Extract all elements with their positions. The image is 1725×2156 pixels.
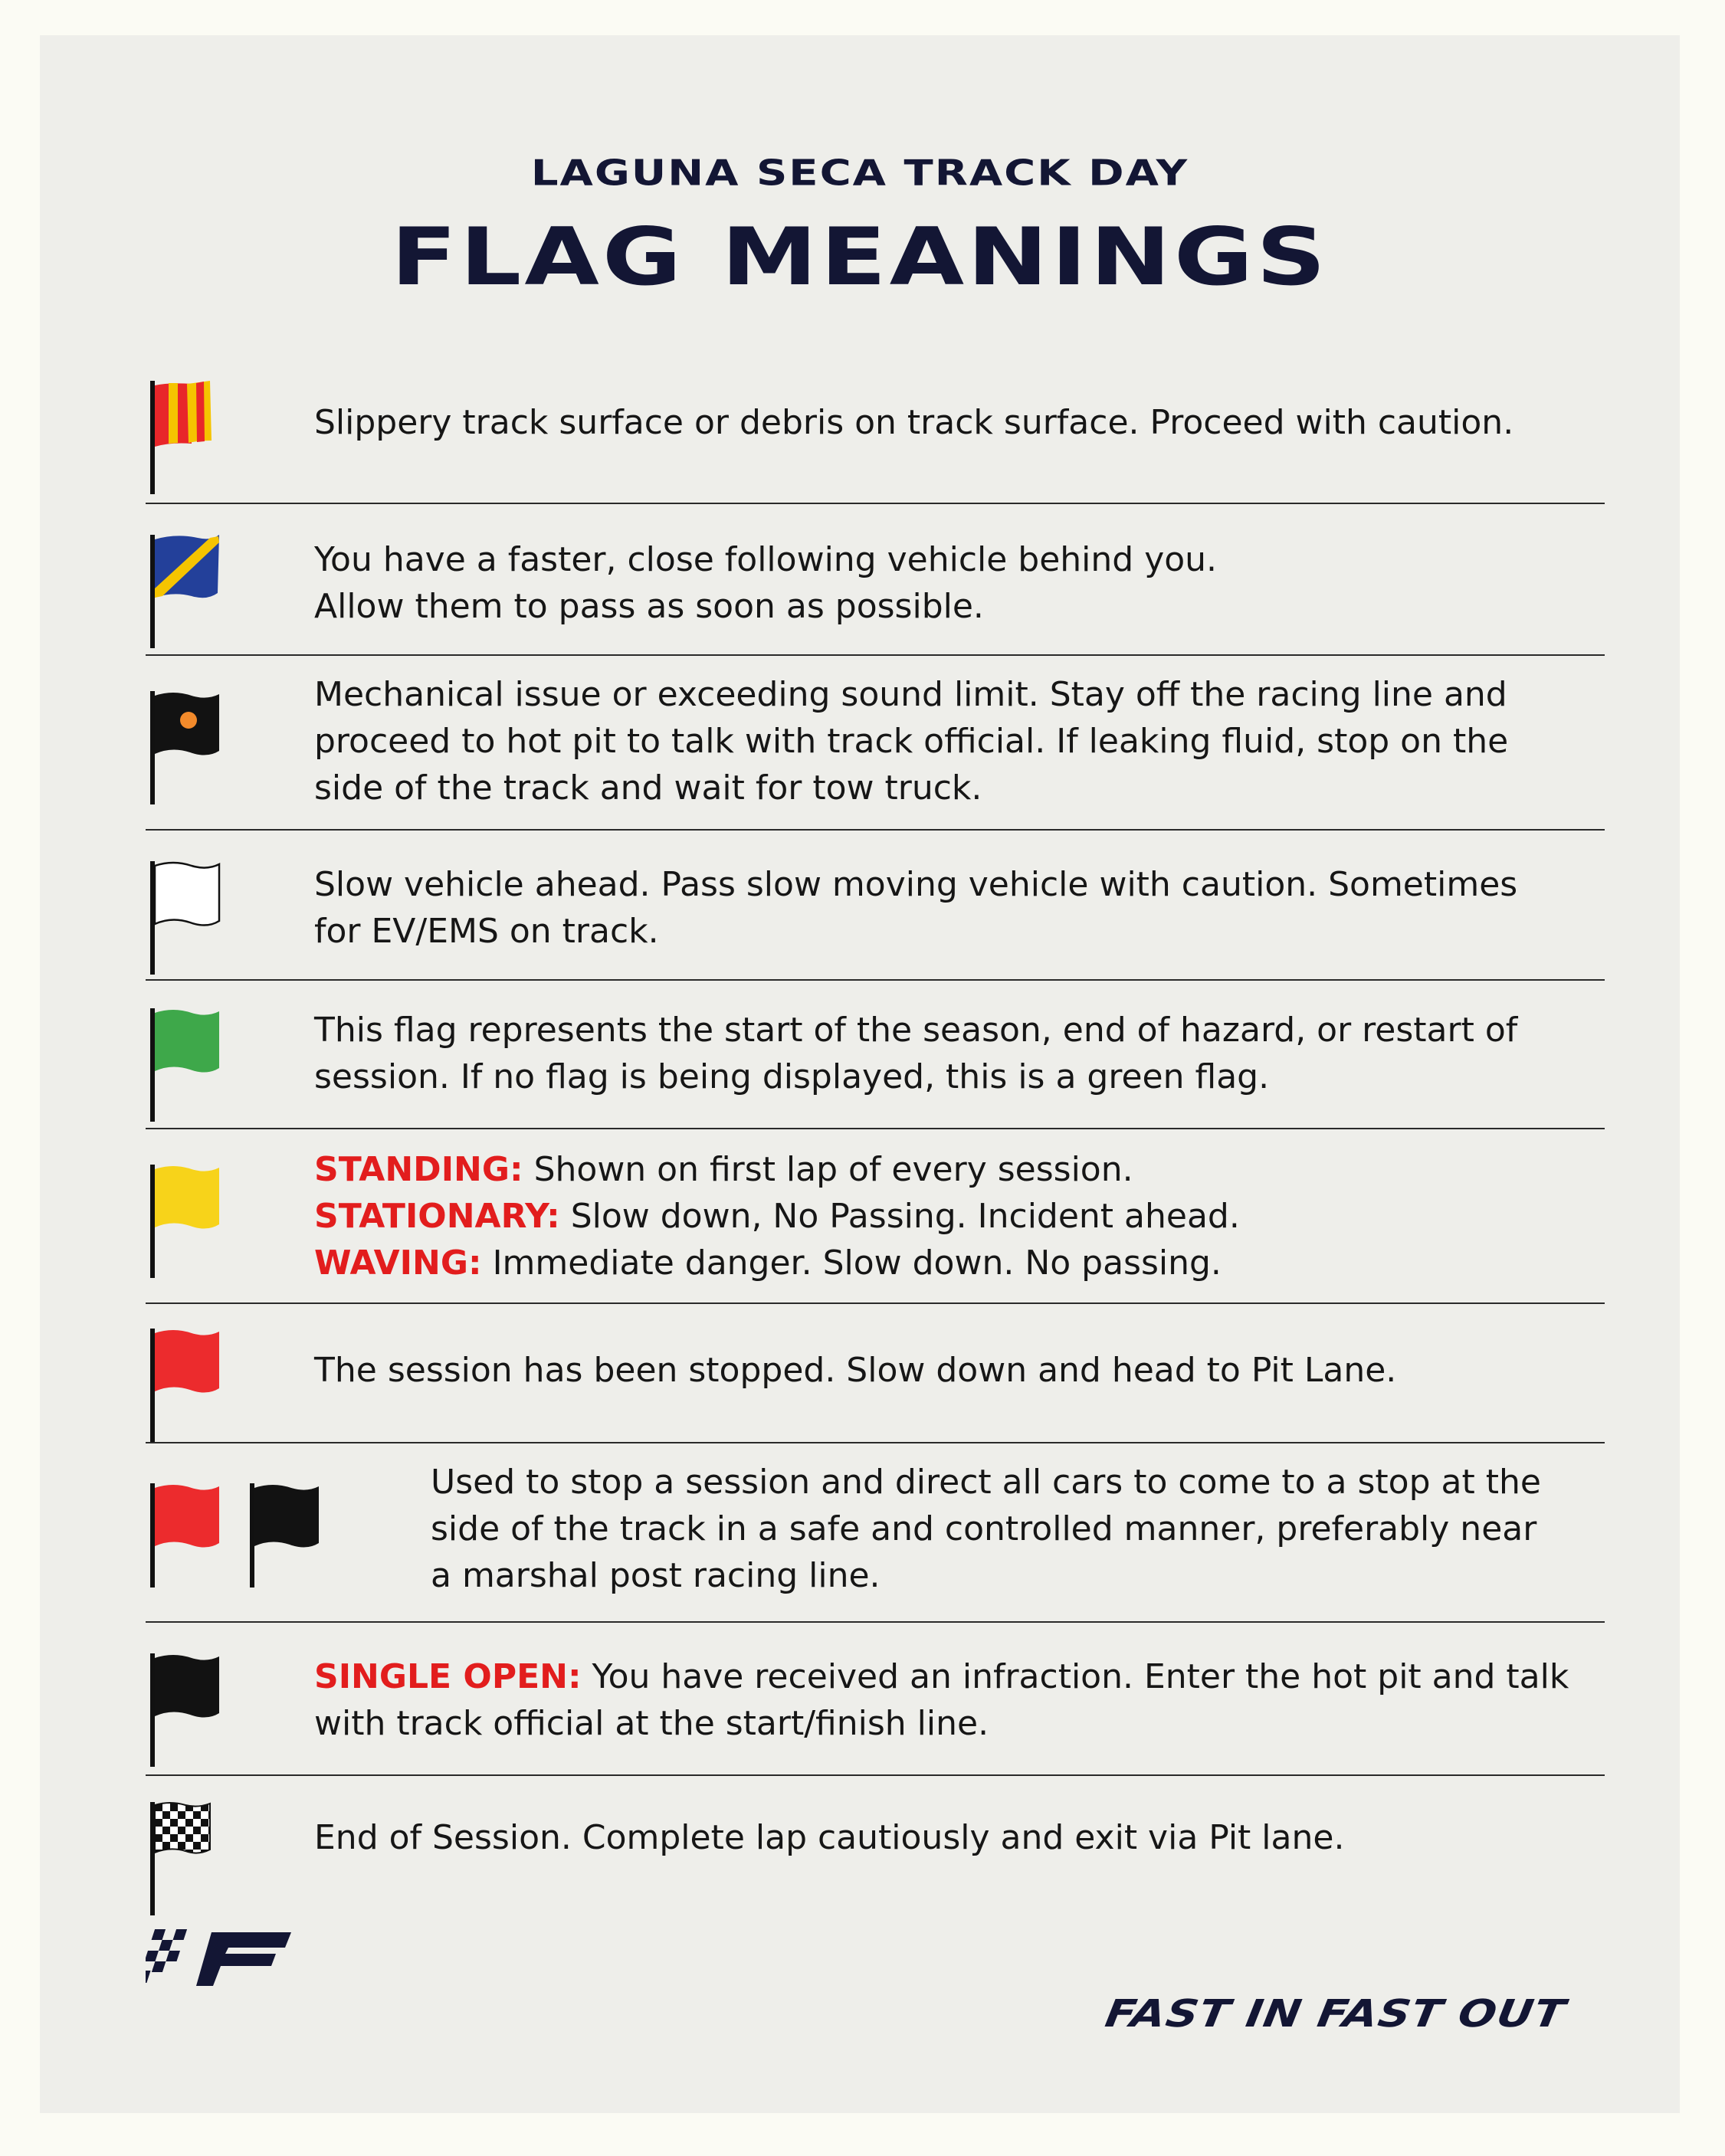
desc-line: The session has been stopped. Slow down and head to Pit Lane.: [314, 1351, 1397, 1390]
desc-line: This flag represents the start of the season, end of hazard, or restart of: [314, 1011, 1518, 1050]
blue-yellow-stripe-flag-icon: [146, 532, 238, 654]
page-title: FLAG MEANINGS: [390, 211, 1330, 303]
flag-row-green: [146, 979, 1605, 1129]
flag-row-surface: [146, 346, 1605, 504]
flag-chart-panel: [40, 35, 1680, 2113]
page-subtitle: LAGUNA SECA TRACK DAY: [530, 152, 1189, 195]
flag-row-mechanical: [146, 654, 1605, 831]
desc-line: session. If no flag is being displayed, this is a green flag.: [314, 1057, 1270, 1096]
flag-description: [314, 1007, 1605, 1100]
yellow-waving-line: [314, 1240, 1605, 1286]
desc-line: Slow vehicle ahead. Pass slow moving vehicle with caution. Sometimes: [314, 865, 1518, 904]
stationary-text: Slow down, No Passing. Incident ahead.: [559, 1197, 1240, 1236]
desc-line: End of Session. Complete lap cautiously and exit via Pit lane.: [314, 1818, 1345, 1857]
desc-line: Allow them to pass as soon as possible.: [314, 587, 984, 626]
flag-description: [314, 1146, 1605, 1286]
green-flag-icon: [146, 1005, 238, 1128]
flag-description: [314, 399, 1605, 446]
flag-description: [314, 671, 1605, 811]
desc-line: side of the track in a safe and controlled manner, preferably near: [431, 1509, 1537, 1548]
flag-description: [314, 536, 1605, 630]
black-flag-icon: [146, 1650, 238, 1773]
black-flag-line-1: [314, 1653, 1605, 1700]
desc-line: You have a faster, close following vehicle behind you.: [314, 540, 1218, 579]
flag-row-red: [146, 1302, 1605, 1443]
red-flag-icon: [146, 1325, 238, 1448]
fifo-logo-icon: [146, 1920, 299, 2004]
desc-line: Slippery track surface or debris on track surface. Proceed with caution.: [314, 403, 1514, 442]
red-flag-icon: [146, 1480, 238, 1603]
flag-description: [431, 1459, 1605, 1599]
single-open-label: SINGLE OPEN:: [314, 1657, 582, 1696]
waving-text: Immediate danger. Slow down. No passing.: [481, 1243, 1222, 1283]
checkered-flag-icon: [146, 1799, 238, 1922]
standing-text: Shown on first lap of every session.: [523, 1150, 1133, 1189]
black-flag-icon: [245, 1480, 337, 1603]
flag-row-slow-vehicle: [146, 829, 1605, 981]
desc-text: You have received an infraction. Enter the hot pit and talk: [581, 1657, 1569, 1696]
yellow-stationary-line: [314, 1193, 1605, 1240]
red-yellow-striped-flag-icon: [146, 378, 238, 500]
flag-description: [314, 1814, 1605, 1861]
flag-description: [314, 861, 1605, 955]
desc-line: side of the track and wait for tow truck.: [314, 768, 982, 808]
flag-row-black: [146, 1621, 1605, 1776]
standing-label: STANDING:: [314, 1150, 523, 1189]
desc-line: Mechanical issue or exceeding sound limit. Stay off the racing line and: [314, 675, 1507, 714]
yellow-standing-line: [314, 1146, 1605, 1193]
stationary-label: STATIONARY:: [314, 1197, 560, 1236]
flag-row-passing: [146, 503, 1605, 656]
desc-line: proceed to hot pit to talk with track official. If leaking fluid, stop on the: [314, 722, 1509, 761]
brand-wordmark: FAST IN FAST OUT: [1101, 1991, 1569, 2036]
flag-row-red-black: [146, 1442, 1605, 1623]
flag-row-yellow: [146, 1128, 1605, 1304]
desc-line: Used to stop a session and direct all cars to come to a stop at the: [431, 1463, 1541, 1502]
white-flag-icon: [146, 858, 238, 981]
flag-row-checkered: [146, 1774, 1605, 1905]
waving-label: WAVING:: [314, 1243, 482, 1283]
desc-line: with track official at the start/finish line.: [314, 1704, 989, 1743]
desc-line: a marshal post racing line.: [431, 1556, 881, 1595]
flag-description: [314, 1653, 1605, 1747]
desc-line: for EV/EMS on track.: [314, 912, 659, 951]
yellow-flag-icon: [146, 1162, 238, 1284]
flag-description: [314, 1347, 1605, 1394]
black-orange-disc-flag-icon: [146, 688, 238, 811]
